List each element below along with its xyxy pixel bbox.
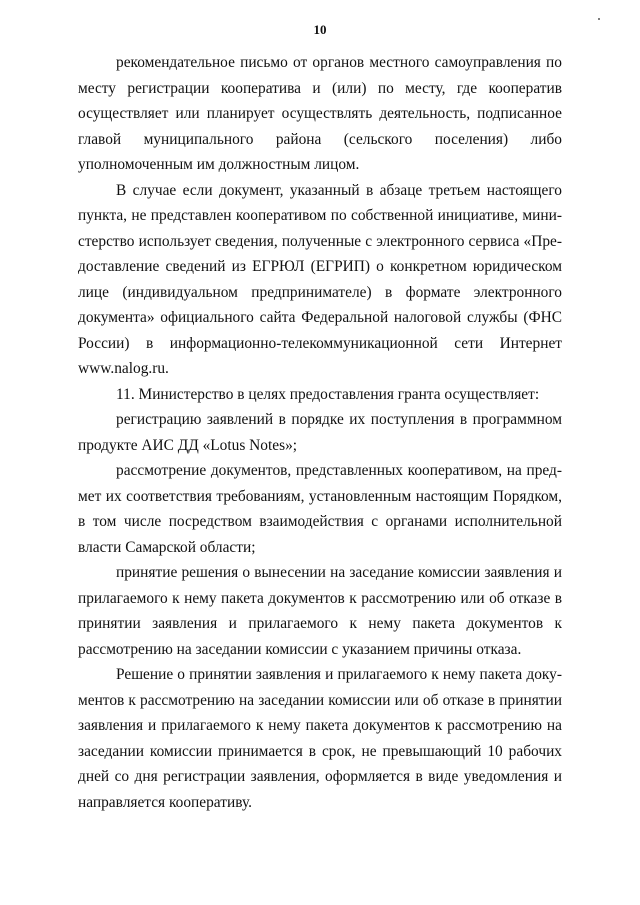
paragraph-review-documents: рассмотрение документов, представленных кооперативом, на предмет их соответствия требованиям, установленным настоящим Порядком, в том числе посредством взаимодействия с органами исполнительной власти Самарской области; bbox=[78, 462, 562, 556]
page-number: 10 bbox=[313, 22, 327, 37]
paragraph-egrul-info: В случае если документ, указанный в абзаце третьем настоящего пункта, не представлен кооперативом по собственной инициативе, министерство использует сведения, полученные с электронного сервиса «Предоставление сведений из ЕГРЮЛ (ЕГРИП) о конкретном юридическом лице (индивидуальном предпринимателе) в формате электронного документа» официального сайта Федеральной налоговой службы (ФНС России) в информационно-телекоммуникационной сети Интернет www.nalog.ru. bbox=[78, 181, 562, 377]
scan-speck bbox=[598, 18, 600, 20]
paragraph-decision-making: принятие решения о вынесении на заседание комиссии заявления и прилагаемого к нему пакета документов к рассмотрению или об отказе в принятии заявления и прилагаемого к нему пакета документов к рассмотрению на заседании комиссии с указанием причины отказа. bbox=[78, 564, 562, 658]
document-body bbox=[78, 50, 562, 815]
paragraph-recommendation-letter: рекомендательное письмо от органов местного самоуправления по месту регистрации кооператива и (или) по месту, где кооператив осуществляет или планирует осуществлять деятельность, подписанное главой муниципального района (сельского поселения) либо уполномоченным им должностным лицом. bbox=[78, 54, 562, 173]
paragraph-registration: регистрацию заявлений в порядке их поступления в программном продукте АИС ДД «Lotus Notes»; bbox=[78, 411, 562, 454]
paragraph-item-11: 11. Министерство в целях предоставления гранта осуществляет: bbox=[116, 385, 540, 403]
paragraph-decision-deadline: Решение о принятии заявления и прилагаемого к нему пакета документов к рассмотрению на заседании комиссии или об отказе в принятии заявления и прилагаемого к нему пакета документов к рассмотрению на заседании комиссии принимается в срок, не превышающий 10 рабочих дней со дня регистрации заявления, оформляется в виде уведомления и направляется кооперативу. bbox=[78, 666, 562, 811]
